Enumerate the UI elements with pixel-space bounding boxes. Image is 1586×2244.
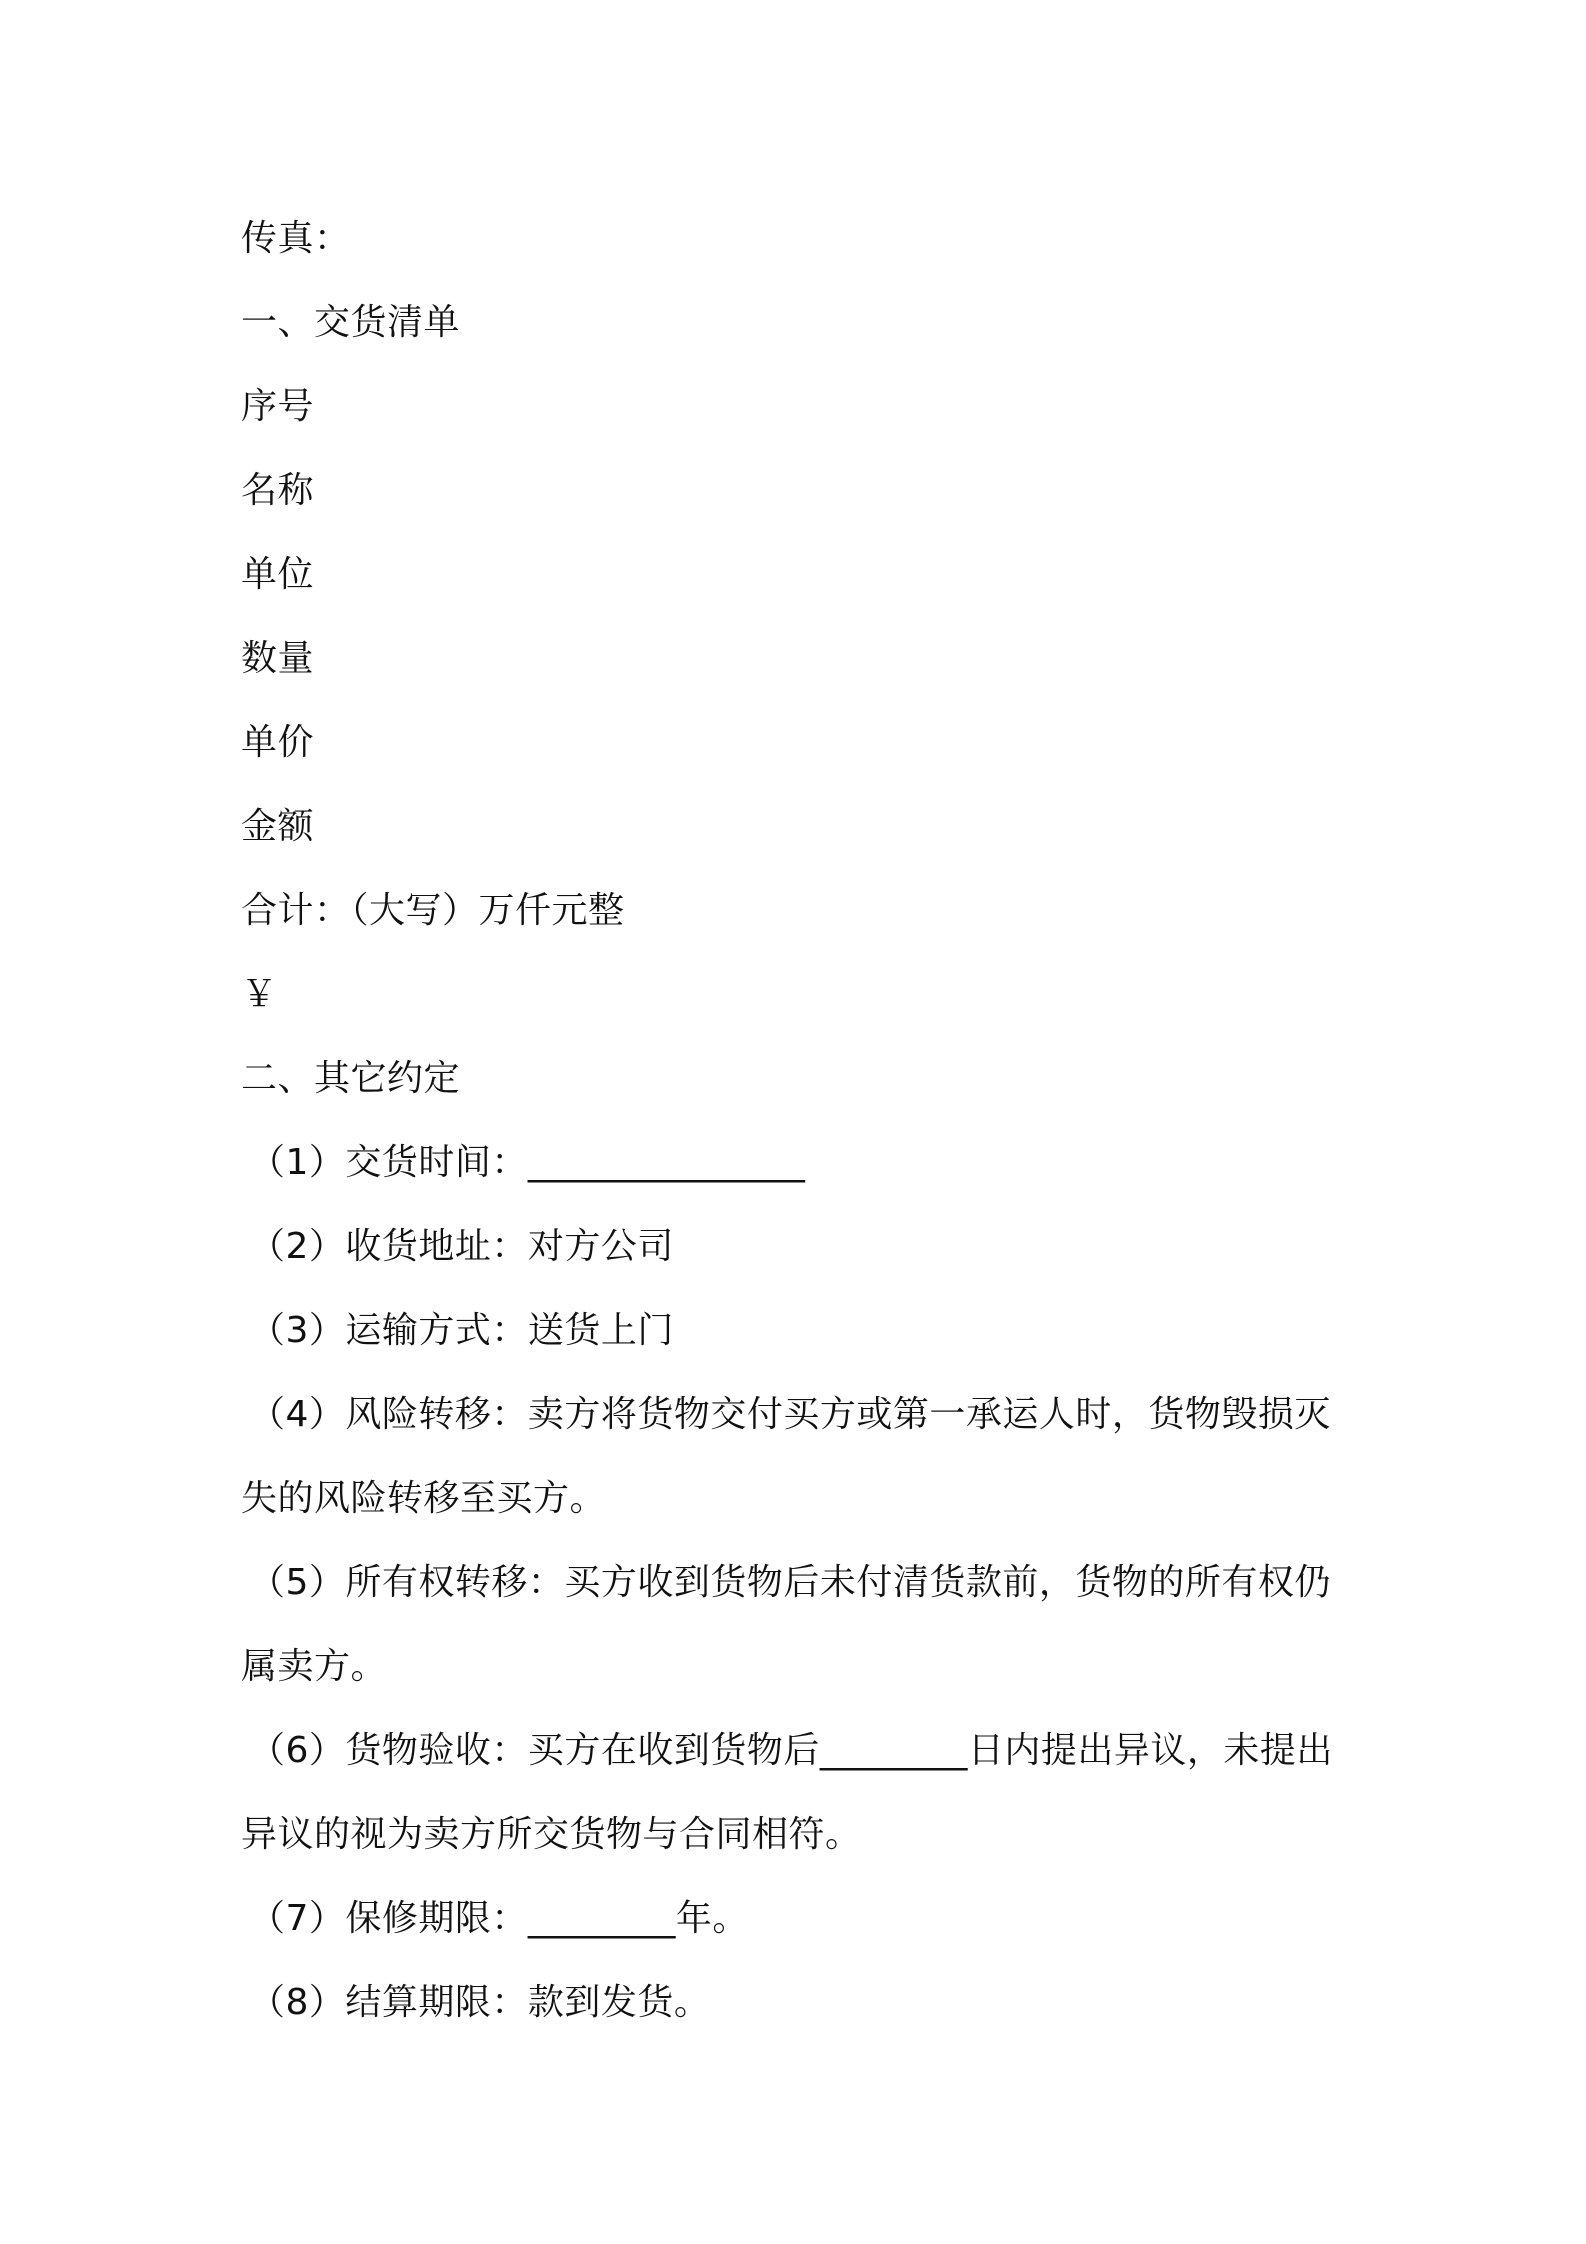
clause-delivery-address: （2）收货地址：对方公司 (249, 1226, 674, 1267)
field-amount: 金额 (241, 806, 315, 847)
clause-warranty-period: （7）保修期限：________年。 (249, 1898, 749, 1939)
clause-transport-method: （3）运输方式：送货上门 (249, 1310, 674, 1351)
field-unit: 单位 (241, 554, 315, 595)
clause-ownership-transfer: （5）所有权转移：买方收到货物后未付清货款前，货物的所有权仍 (249, 1562, 1331, 1603)
total-amount-line: 合计：（大写）万仟元整 (241, 890, 625, 931)
document-body (241, 197, 1361, 2045)
section-heading-other-terms: 二、其它约定 (241, 1058, 461, 1099)
clause-risk-transfer-continued: 失的风险转移至买方。 (241, 1478, 607, 1519)
field-name: 名称 (241, 470, 315, 511)
fax-label: 传真： (241, 218, 351, 259)
section-heading-delivery-list: 一、交货清单 (241, 302, 461, 343)
field-unit-price: 单价 (241, 722, 315, 763)
currency-symbol-line: ￥ (241, 974, 278, 1015)
field-serial-number: 序号 (241, 386, 315, 427)
clause-delivery-time: （1）交货时间：_______________ (249, 1142, 806, 1183)
clause-goods-inspection: （6）货物验收：买方在收到货物后________日内提出异议，未提出 (249, 1730, 1333, 1771)
clause-goods-inspection-continued: 异议的视为卖方所交货物与合同相符。 (241, 1814, 862, 1855)
field-quantity: 数量 (241, 638, 315, 679)
clause-settlement-period: （8）结算期限：款到发货。 (249, 1982, 711, 2023)
clause-risk-transfer: （4）风险转移：卖方将货物交付买方或第一承运人时，货物毁损灭 (249, 1394, 1331, 1435)
clause-ownership-transfer-continued: 属卖方。 (241, 1646, 388, 1687)
